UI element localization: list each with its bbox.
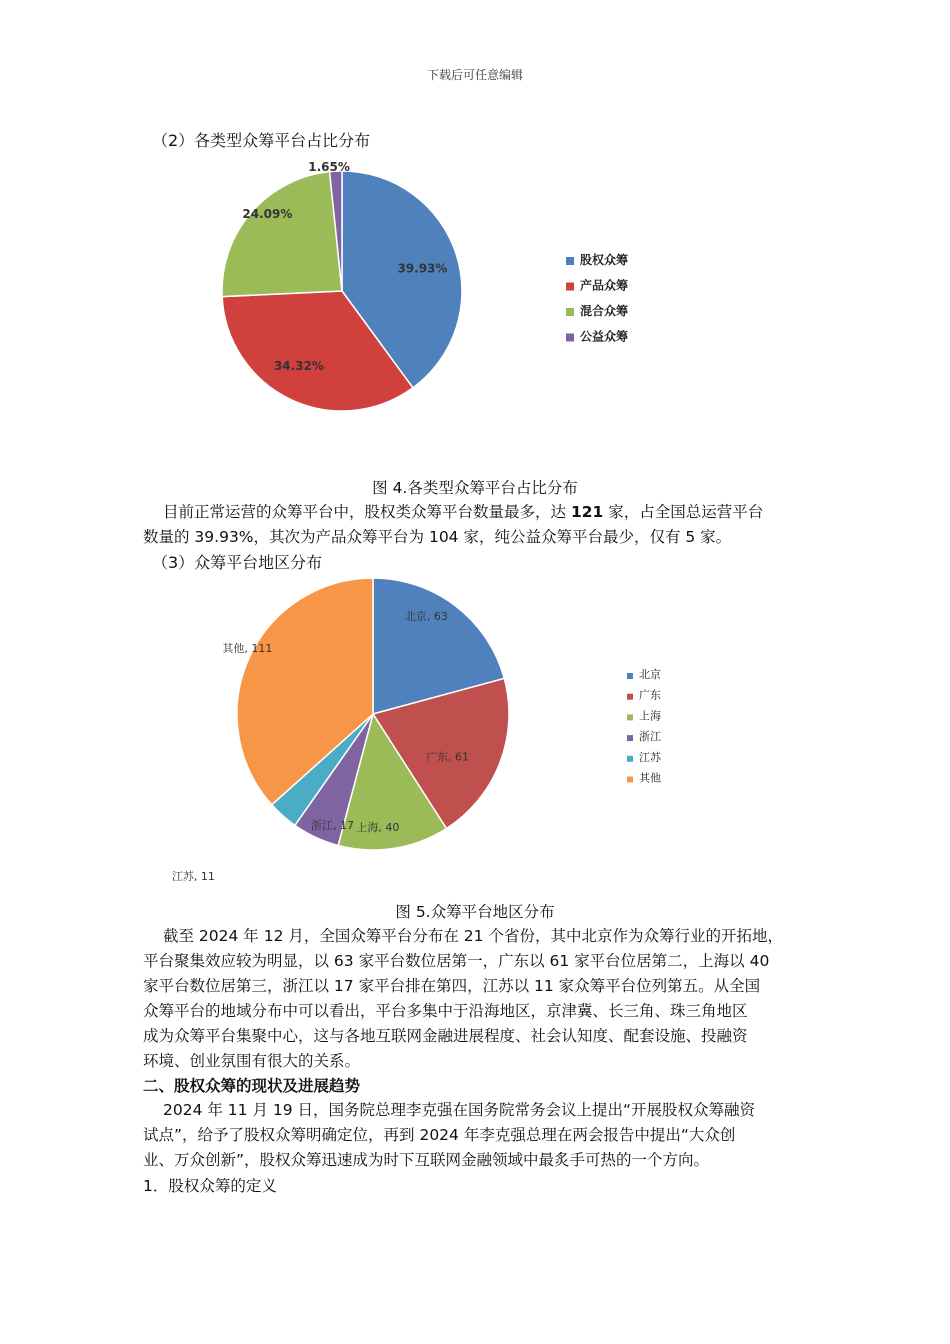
legend-label: 广东	[639, 688, 661, 702]
paragraph-2-line: 众筹平台的地域分布中可以看出，平台多集中于沿海地区，京津冀、长三角、珠三角地区	[143, 1002, 748, 1020]
paragraph-1-count: 121	[570, 503, 604, 521]
paragraph-1	[143, 500, 809, 525]
legend-swatch	[566, 283, 574, 291]
legend-label: 其他	[639, 771, 661, 785]
figure-5-chart	[0, 580, 950, 884]
paragraph-2-line: 家平台数位居第三，浙江以 17 家平台排在第四，江苏以 11 家众筹平台位列第五。从全国	[143, 977, 761, 995]
pie-data-label: 北京, 63	[404, 609, 448, 623]
legend-label: 公益众筹	[580, 329, 629, 344]
legend-swatch	[627, 735, 633, 741]
paragraph-1-text-b: 家，占全国总运营平台	[608, 503, 764, 521]
pie-data-label: 广东, 61	[426, 750, 470, 764]
paragraph-2-line: 成为众筹平台集聚中心，这与各地互联网金融进展程度、社会认知度、配套设施、投融资	[143, 1027, 748, 1045]
pie-data-label: 1.65%	[308, 160, 350, 175]
legend-swatch	[566, 308, 574, 316]
legend-swatch	[627, 694, 633, 700]
pie-data-label: 其他, 111	[222, 641, 273, 655]
figure-4-caption: 图 4.各类型众筹平台占比分布	[372, 479, 578, 497]
legend-label: 江苏	[639, 750, 661, 764]
legend-swatch	[627, 714, 633, 720]
figure-4-chart	[0, 150, 950, 454]
section-heading-3: （3）众筹平台地区分布	[152, 553, 323, 572]
legend-swatch	[627, 756, 633, 762]
legend-label: 上海	[639, 709, 661, 723]
section-heading-equity: 二、股权众筹的现状及进展趋势	[143, 1077, 361, 1095]
paragraph-2	[143, 924, 809, 1074]
pie-data-label: 江苏, 11	[171, 870, 215, 884]
pie-slice-2	[222, 172, 342, 297]
paragraph-2-line: 截至 2024 年 12 月，全国众筹平台分布在 21 个省份，其中北京作为众筹行业的开拓地，	[163, 927, 783, 945]
legend-label: 北京	[639, 668, 661, 681]
legend-label: 产品众筹	[580, 278, 629, 293]
region-pie-chart	[0, 580, 950, 884]
numbered-heading-definition: 1．股权众筹的定义	[143, 1177, 277, 1195]
pie-data-label: 浙江, 17	[311, 819, 355, 833]
figure-5-caption: 图 5.众筹平台地区分布	[395, 903, 555, 921]
type-share-pie-chart	[0, 150, 950, 450]
legend-swatch	[566, 334, 574, 342]
paragraph-2-line: 平台聚集效应较为明显，以 63 家平台数位居第一，广东以 61 家平台位居第二，上海以 40	[143, 952, 770, 970]
legend-label: 混合众筹	[580, 304, 629, 318]
legend-swatch	[627, 777, 633, 783]
paragraph-1-line-2: 数量的 39.93%，其次为产品众筹平台为 104 家，纯公益众筹平台最少，仅有 5 家。	[143, 528, 732, 546]
legend-label: 浙江	[639, 730, 661, 744]
pie-data-label: 上海, 40	[356, 820, 400, 834]
paragraph-3-line: 试点”，给予了股权众筹明确定位，再到 2024 年李克强总理在两会报告中提出“大众创	[143, 1126, 736, 1144]
legend-swatch	[566, 257, 574, 265]
header-note: 下载后可任意编辑	[426, 68, 523, 82]
section-heading-2: （2）各类型众筹平台占比分布	[152, 131, 371, 150]
legend-label: 股权众筹	[580, 253, 629, 267]
paragraph-3	[143, 1098, 809, 1173]
paragraph-3-line: 2024 年 11 月 19 日，国务院总理李克强在国务院常务会议上提出“开展股权众筹融资	[163, 1101, 756, 1119]
paragraph-2-line: 环境、创业氛围有很大的关系。	[143, 1052, 361, 1070]
paragraph-3-line: 业、万众创新”，股权众筹迅速成为时下互联网金融领域中最炙手可热的一个方向。	[143, 1151, 710, 1169]
pie-data-label: 34.32%	[273, 358, 324, 373]
paragraph-1-text-a: 目前正常运营的众筹平台中，股权类众筹平台数量最多，达	[163, 503, 567, 521]
legend-swatch	[627, 673, 633, 679]
pie-data-label: 24.09%	[242, 207, 293, 222]
pie-data-label: 39.93%	[397, 261, 448, 276]
